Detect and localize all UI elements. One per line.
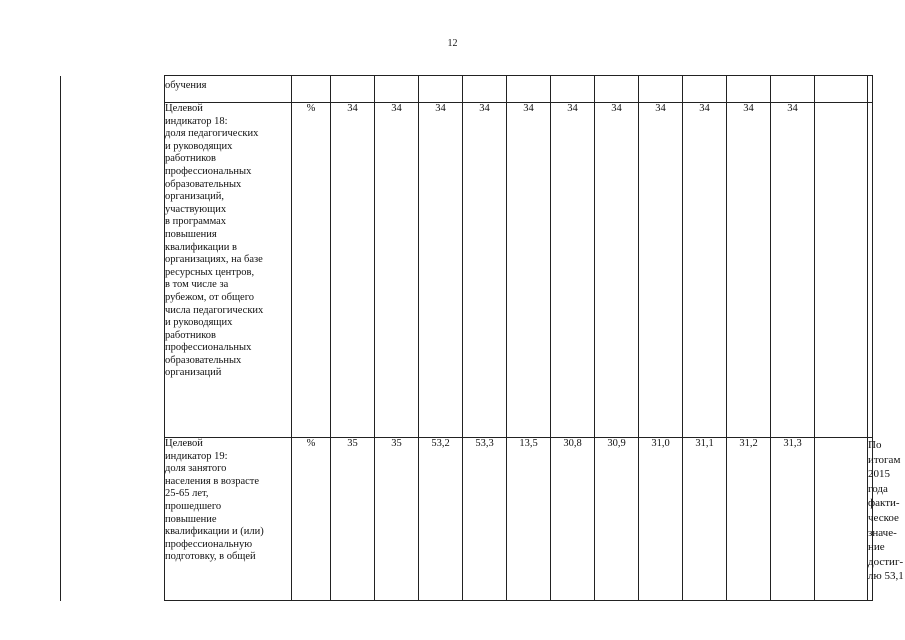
value-cell: 34: [683, 103, 727, 438]
value-cell: 34: [419, 103, 463, 438]
indicator-name-line: и руководящих: [165, 317, 233, 329]
indicator-name-line: организациях, на базе: [165, 254, 263, 266]
indicator-name-line: населения в возрасте: [165, 475, 260, 487]
value-cell: [419, 76, 463, 103]
indicator-name-line: доля педагогических: [165, 128, 259, 140]
value-cell: [771, 76, 815, 103]
value-cell: 34: [463, 103, 507, 438]
value-cell: 30,9: [595, 438, 639, 601]
indicator-name-line: ресурсных центров,: [165, 266, 255, 278]
value-cell: [507, 76, 551, 103]
indicator-name-line: Целевой: [165, 438, 203, 449]
indicator-name-line: квалификации в: [165, 241, 237, 253]
value-cell: 34: [639, 103, 683, 438]
value-cell: 30,8: [551, 438, 595, 601]
indicator-name-line: организаций,: [165, 191, 224, 203]
indicator-name-line: подготовку, в общей: [165, 551, 256, 563]
indicator-name-line: доля занятого: [165, 463, 227, 475]
indicator-name-line: в том числе за: [165, 279, 229, 291]
value-cell: 31,1: [683, 438, 727, 601]
value-cell: [551, 76, 595, 103]
indicator-name-cell: [165, 103, 292, 438]
indicator-name-line: повышения: [165, 228, 217, 240]
value-cell: [463, 76, 507, 103]
value-cell: 13,5: [507, 438, 551, 601]
value-cell: [331, 76, 375, 103]
value-cell: 31,3: [771, 438, 815, 601]
table-row: [61, 103, 873, 438]
value-cell: 35: [375, 438, 419, 601]
indicator-name-line: повышение: [165, 513, 217, 525]
indicator-name-line: квалификации и (или): [165, 526, 264, 538]
unit-cell: %: [292, 103, 331, 438]
indicator-name-line: прошедшего: [165, 500, 222, 512]
unit-cell: %: [292, 438, 331, 601]
indicator-name-line: в программах: [165, 216, 227, 228]
note-cell: [868, 438, 904, 601]
value-cell: 34: [551, 103, 595, 438]
note-line: ческое: [868, 511, 899, 524]
indicator-name-line: профессиональных: [165, 165, 252, 177]
indicator-name-line: индикатор 19:: [165, 450, 228, 462]
value-cell: 34: [595, 103, 639, 438]
indicator-name-line: работников: [165, 329, 216, 341]
value-cell: [375, 76, 419, 103]
note-line: года: [868, 482, 888, 495]
indicator-name-line: рубежом, от общего: [165, 291, 254, 303]
indicator-name-line: и руководящих: [165, 140, 233, 152]
indicator-name-line: числа педагогических: [165, 304, 264, 316]
note-line: факти-: [868, 497, 900, 510]
value-cell: 34: [375, 103, 419, 438]
indicators-table: [60, 75, 904, 601]
note-line: ние: [868, 541, 885, 554]
table-row: [61, 438, 873, 601]
blank-cell: [61, 76, 165, 103]
indicator-name-line: Целевой: [165, 103, 203, 114]
indicator-name-line: образовательных: [165, 354, 242, 366]
value-cell: 31,0: [639, 438, 683, 601]
indicator-name-line: работников: [165, 153, 216, 165]
value-cell: 34: [331, 103, 375, 438]
note-line: достиг-: [868, 555, 904, 568]
value-cell: [683, 76, 727, 103]
note-cell: [868, 76, 873, 103]
indicator-name-cell: [165, 76, 292, 103]
indicator-name-line: обучения: [165, 80, 207, 91]
indicator-name-line: организаций: [165, 367, 222, 379]
note-line: 2015: [868, 468, 890, 481]
value-cell: 35: [331, 438, 375, 601]
value-cell: [815, 103, 868, 438]
value-cell: 34: [771, 103, 815, 438]
indicator-name-line: образовательных: [165, 178, 242, 190]
note-line: лю 53,1: [868, 570, 904, 583]
note-line: итогам: [868, 453, 901, 466]
indicator-name-line: профессиональную: [165, 538, 253, 550]
indicator-name-line: участвующих: [165, 203, 227, 215]
indicator-name-cell: [165, 438, 292, 601]
page-number: 12: [447, 38, 458, 49]
blank-cell: [61, 103, 165, 438]
value-cell: [595, 76, 639, 103]
note-line: По: [868, 439, 882, 451]
value-cell: 53,2: [419, 438, 463, 601]
value-cell: [815, 438, 868, 601]
value-cell: [727, 76, 771, 103]
blank-cell: [61, 438, 165, 601]
value-cell: [815, 76, 868, 103]
note-cell: [868, 103, 873, 438]
indicator-name-line: индикатор 18:: [165, 115, 228, 127]
value-cell: 34: [727, 103, 771, 438]
indicator-name-line: профессиональных: [165, 342, 252, 354]
value-cell: 34: [507, 103, 551, 438]
value-cell: 31,2: [727, 438, 771, 601]
table-row: [61, 76, 873, 103]
unit-cell: [292, 76, 331, 103]
value-cell: 53,3: [463, 438, 507, 601]
value-cell: [639, 76, 683, 103]
note-line: значе-: [868, 526, 897, 539]
indicator-name-line: 25-65 лет,: [165, 488, 209, 500]
